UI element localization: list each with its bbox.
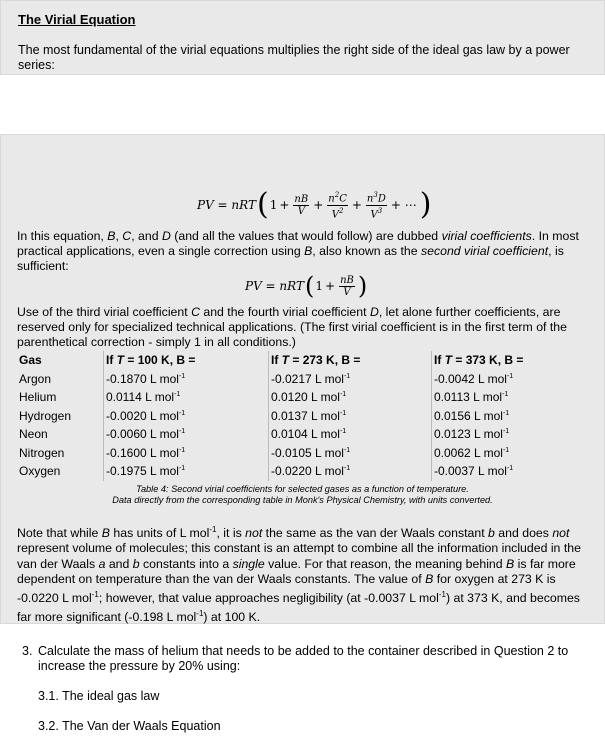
table-header-row xyxy=(17,351,594,370)
table-body xyxy=(17,370,594,481)
table-row xyxy=(17,388,594,407)
close-paren: ) xyxy=(357,272,368,300)
numerator: nB xyxy=(340,274,354,286)
numerator: nB xyxy=(294,193,309,205)
v: V xyxy=(331,208,339,220)
coefficient-cell: -0.1975 L mol$^{-1}$ xyxy=(104,462,269,481)
exponent: 3 xyxy=(373,191,378,200)
coefficient-cell: 0.0156 L mol$^{-1}$ xyxy=(432,407,595,426)
table-row xyxy=(17,444,594,463)
intro-panel xyxy=(0,0,605,75)
gas-name-cell: Nitrogen xyxy=(19,445,65,460)
coefficient-cell: 0.0137 L mol$^{-1}$ xyxy=(269,407,432,426)
equation-one: 1 xyxy=(315,279,323,293)
d: D xyxy=(377,193,386,205)
coefficient-cell: -0.0217 L mol$^{-1}$ xyxy=(269,370,432,389)
coefficient-cell: 0.0114 L mol$^{-1}$ xyxy=(104,388,269,407)
denominator xyxy=(371,206,383,220)
sub-question-3-1: 3.1. The ideal gas law xyxy=(38,689,160,703)
plus-sign: + xyxy=(325,279,336,293)
table-row xyxy=(17,370,594,389)
table-caption-line2: Data directly from the corresponding table in Monk's Physical Chemistry, with units converted. xyxy=(112,495,493,505)
paragraph-higher-coefficients: Use of the third virial coefficient C and the fourth virial coefficient D, let alone further coefficients, are reserved only for specialized technical applications. (The first virial coefficient is in the first term of the parenthetical correction - simply 1 in all conditions.) xyxy=(17,305,567,350)
table-row xyxy=(17,407,594,426)
open-paren: ( xyxy=(256,187,269,222)
open-paren: ( xyxy=(304,272,315,300)
coefficient-cell: 0.0104 L mol$^{-1}$ xyxy=(269,425,432,444)
sub-question-3-2: 3.2. The Van der Waals Equation xyxy=(38,719,221,733)
coefficient-cell: -0.0060 L mol$^{-1}$ xyxy=(104,425,269,444)
table-header-cell: If T = 273 K, B = xyxy=(269,351,432,370)
gas-name-cell: Neon xyxy=(19,427,48,442)
gas-name-cell: Oxygen xyxy=(19,464,61,479)
plus-sign: + xyxy=(279,198,290,212)
coefficient-cell: -0.0020 L mol$^{-1}$ xyxy=(104,407,269,426)
table-caption-line1: Table 4: Second virial coefficients for selected gases as a function of temperature. xyxy=(136,484,469,494)
fraction-n3d-v3 xyxy=(366,190,387,220)
coefficient-cell: 0.0123 L mol$^{-1}$ xyxy=(432,425,595,444)
plus-sign: + xyxy=(351,198,362,212)
coefficient-cell: 0.0120 L mol$^{-1}$ xyxy=(269,388,432,407)
denominator: V xyxy=(297,205,305,217)
gas-name-cell: Hydrogen xyxy=(19,408,72,423)
coefficient-cell: -0.0220 L mol$^{-1}$ xyxy=(269,462,432,481)
fraction-nb-v xyxy=(293,194,309,217)
section-title: The Virial Equation xyxy=(18,12,136,27)
denominator xyxy=(332,206,344,220)
ellipsis: + ⋯ xyxy=(390,198,417,212)
coefficient-cell: -0.0037 L mol$^{-1}$ xyxy=(432,462,595,481)
exponent: 3 xyxy=(377,206,383,215)
n: n xyxy=(366,193,374,205)
virial-equation-short xyxy=(245,274,368,298)
virial-coefficient-table xyxy=(17,351,594,481)
table-header-cell: If T = 373 K, B = xyxy=(432,351,595,370)
question-number: 3. xyxy=(22,644,33,658)
virial-equation-full xyxy=(197,187,432,222)
exponent: 2 xyxy=(334,191,340,200)
c: C xyxy=(339,193,347,205)
n: n xyxy=(328,193,335,205)
plus-sign: + xyxy=(313,198,324,212)
equation-lhs: PV = nRT xyxy=(245,279,304,293)
gas-name-cell: Argon xyxy=(19,371,52,386)
fraction-nb-v xyxy=(339,275,355,298)
question-3 xyxy=(22,644,598,674)
equation-lhs: PV = nRT xyxy=(197,198,256,212)
coefficient-cell: -0.1870 L mol$^{-1}$ xyxy=(104,370,269,389)
numerator xyxy=(366,190,387,205)
intro-text: The most fundamental of the virial equations multiplies the right side of the ideal gas law by a power series: xyxy=(18,43,570,72)
coefficient-cell: 0.0113 L mol$^{-1}$ xyxy=(432,388,595,407)
table-header-cell: Gas xyxy=(19,353,42,368)
table-row xyxy=(17,425,594,444)
coefficient-cell: -0.0105 L mol$^{-1}$ xyxy=(269,444,432,463)
table-header-cell: If T = 100 K, B = xyxy=(104,351,269,370)
denominator: V xyxy=(343,286,351,298)
coefficient-cell: 0.0062 L mol$^{-1}$ xyxy=(432,444,595,463)
close-paren: ) xyxy=(419,187,432,222)
fraction-n2c-v2 xyxy=(327,190,348,220)
equation-one: 1 xyxy=(269,198,278,212)
table-row xyxy=(17,462,594,481)
numerator xyxy=(327,190,348,205)
question-text: Calculate the mass of helium that needs to be added to the container described in Question 2 to increase the pressure by 20% using: xyxy=(38,644,569,673)
paragraph-virial-coefficients: In this equation, B, C, and D (and all the values that would follow) are dubbed virial coefficients. In most practical applications, even a single correction using B, also known as the second virial coefficient, is sufficient: xyxy=(17,229,579,274)
coefficient-cell: -0.1600 L mol$^{-1}$ xyxy=(104,444,269,463)
exponent: 2 xyxy=(338,206,344,215)
paragraph-note: Note that while B has units of L mol$^{-1}$, it is not the same as the van der Waals constant b and does not represent volume of molecules; this constant is an attempt to combine all the information included in the van der Waals a and b constants into a single value. For that reason, the meaning behind B is far more dependent on temperature than the van der Waals constants. The value of B for oxygen at 273 K is -0.0220 L mol$^{-1}$; however, that value approaches negligibility (at -0.0037 L mol$^{-1}$) at 373 K, and becomes far more significant (-0.198 L mol$^{-1}$) at 100 K. xyxy=(17,525,581,625)
v: V xyxy=(370,208,378,220)
coefficient-cell: -0.0042 L mol$^{-1}$ xyxy=(432,370,595,389)
gas-name-cell: Helium xyxy=(19,390,57,405)
